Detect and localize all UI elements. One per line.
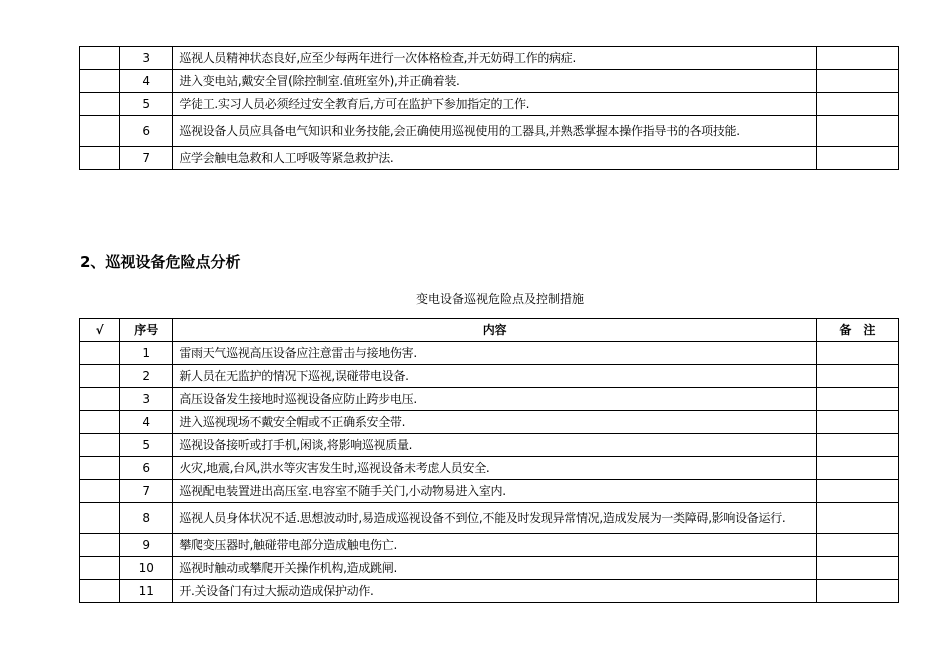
table-row — [80, 503, 899, 534]
table-row — [80, 93, 899, 116]
hazard-points-table — [79, 318, 899, 603]
row-content: 巡视时触动或攀爬开关操作机构,造成跳闸. — [173, 557, 816, 580]
row-content: 巡视设备人员应具备电气知识和业务技能,会正确使用巡视使用的工器具,并熟悉掌握本操作指导书的各项技能. — [173, 116, 816, 147]
table-row — [80, 70, 899, 93]
row-number: 2 — [120, 365, 173, 388]
note-cell — [816, 434, 898, 457]
table-row — [80, 457, 899, 480]
row-content: 进入变电站,戴安全冒(除控制室.值班室外),并正确着装. — [173, 70, 816, 93]
check-cell — [80, 116, 120, 147]
row-content: 巡视设备接听或打手机,闲谈,将影响巡视质量. — [173, 434, 816, 457]
row-content: 学徒工.实习人员必须经过安全教育后,方可在监护下参加指定的工作. — [173, 93, 816, 116]
row-number: 6 — [120, 116, 173, 147]
check-cell — [80, 434, 120, 457]
note-cell — [816, 70, 898, 93]
check-cell — [80, 365, 120, 388]
note-cell — [816, 147, 898, 170]
note-cell — [816, 411, 898, 434]
row-content: 巡视配电装置进出高压室.电容室不随手关门,小动物易进入室内. — [173, 480, 816, 503]
check-cell — [80, 70, 120, 93]
column-header-content: 内容 — [173, 319, 816, 342]
column-header-note: 备 注 — [816, 319, 898, 342]
row-number: 7 — [120, 147, 173, 170]
check-cell — [80, 557, 120, 580]
table-row — [80, 411, 899, 434]
row-content: 巡视人员精神状态良好,应至少每两年进行一次体格检查,并无妨碍工作的病症. — [173, 47, 816, 70]
note-cell — [816, 457, 898, 480]
row-content: 高压设备发生接地时巡视设备应防止跨步电压. — [173, 388, 816, 411]
check-cell — [80, 580, 120, 603]
column-header-number: 序号 — [120, 319, 173, 342]
row-number: 3 — [120, 388, 173, 411]
row-number: 9 — [120, 534, 173, 557]
row-number: 4 — [120, 70, 173, 93]
check-cell — [80, 480, 120, 503]
row-content: 新人员在无监护的情况下巡视,误碰带电设备. — [173, 365, 816, 388]
row-number: 4 — [120, 411, 173, 434]
row-number: 7 — [120, 480, 173, 503]
check-cell — [80, 342, 120, 365]
row-content: 雷雨天气巡视高压设备应注意雷击与接地伤害. — [173, 342, 816, 365]
row-number: 8 — [120, 503, 173, 534]
row-content: 应学会触电急救和人工呼吸等紧急救护法. — [173, 147, 816, 170]
check-cell — [80, 93, 120, 116]
check-cell — [80, 534, 120, 557]
check-cell — [80, 388, 120, 411]
check-cell — [80, 47, 120, 70]
note-cell — [816, 93, 898, 116]
safety-requirements-table — [79, 46, 899, 170]
note-cell — [816, 47, 898, 70]
note-cell — [816, 388, 898, 411]
check-cell — [80, 147, 120, 170]
table-row — [80, 365, 899, 388]
note-cell — [816, 580, 898, 603]
row-content: 开.关设备门有过大振动造成保护动作. — [173, 580, 816, 603]
table-caption: 变电设备巡视危险点及控制措施 — [415, 292, 584, 306]
table-header-row — [80, 319, 899, 342]
note-cell — [816, 116, 898, 147]
row-content: 进入巡视现场不戴安全帽或不正确系安全带. — [173, 411, 816, 434]
note-cell — [816, 480, 898, 503]
note-cell — [816, 365, 898, 388]
table-row — [80, 388, 899, 411]
row-number: 10 — [120, 557, 173, 580]
row-number: 6 — [120, 457, 173, 480]
note-cell — [816, 557, 898, 580]
row-content: 攀爬变压器时,触碰带电部分造成触电伤亡. — [173, 534, 816, 557]
row-number: 11 — [120, 580, 173, 603]
row-content: 巡视人员身体状况不适.思想波动时,易造成巡视设备不到位,不能及时发现异常情况,造成发展为一类障碍,影响设备运行. — [173, 503, 816, 534]
table-row — [80, 342, 899, 365]
row-number: 1 — [120, 342, 173, 365]
row-number: 5 — [120, 93, 173, 116]
table-row — [80, 47, 899, 70]
check-cell — [80, 503, 120, 534]
table-row — [80, 557, 899, 580]
note-cell — [816, 342, 898, 365]
table-row — [80, 116, 899, 147]
row-number: 5 — [120, 434, 173, 457]
section-heading: 2、巡视设备危险点分析 — [80, 253, 241, 271]
table-row — [80, 534, 899, 557]
check-cell — [80, 411, 120, 434]
table-row — [80, 480, 899, 503]
check-cell — [80, 457, 120, 480]
row-content: 火灾,地震,台风,洪水等灾害发生时,巡视设备未考虑人员安全. — [173, 457, 816, 480]
table-row — [80, 434, 899, 457]
row-number: 3 — [120, 47, 173, 70]
table-row — [80, 580, 899, 603]
column-header-check: √ — [80, 319, 120, 342]
table-row — [80, 147, 899, 170]
note-cell — [816, 503, 898, 534]
note-cell — [816, 534, 898, 557]
